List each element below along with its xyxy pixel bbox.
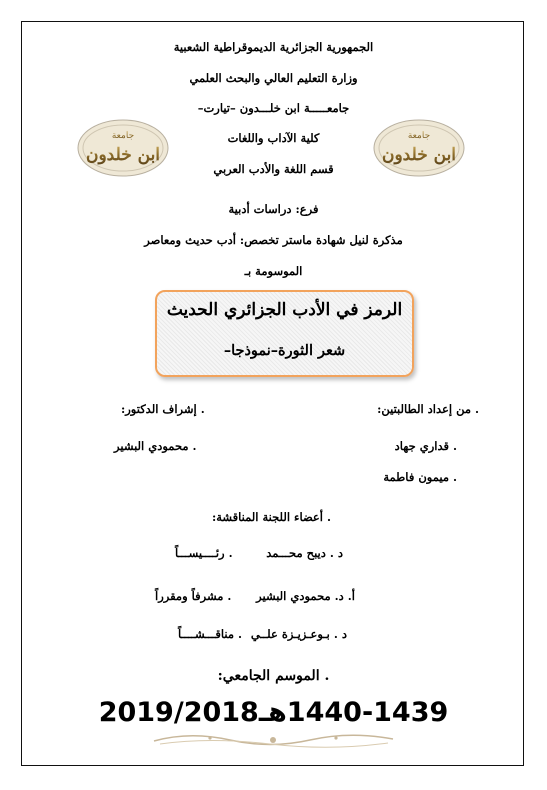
thesis-title: الرمز في الأدب الجزائري الحديث	[166, 300, 403, 320]
department-name: قسم اللغة والأدب العربي	[213, 162, 334, 176]
supervisor-name: . محمودي البشير	[114, 439, 197, 453]
committee-member-role-3: . مناقـــشــــاً	[178, 627, 242, 641]
student-name-1: . قداري جهاد	[394, 439, 457, 453]
svg-text:ابن خلدون: ابن خلدون	[85, 145, 161, 165]
thesis-subtitle: شعر الثورة–نموذجا–	[223, 342, 346, 359]
university-name: جامعـــــة ابن خلـــدون –تيارت–	[197, 101, 350, 115]
committee-member-name-3: د . بـوعـزيـزة علــي	[250, 627, 347, 641]
republic-name: الجمهورية الجزائرية الديموقراطية الشعبية	[173, 40, 374, 54]
titled-line: الموسومة بـ	[244, 264, 303, 278]
student-name-2: . ميمون فاطمة	[383, 470, 457, 484]
branch-line: فرع: دراسات أدبية	[228, 202, 319, 216]
svg-text:جامعة: جامعة	[407, 131, 431, 141]
thesis-title-box	[155, 290, 414, 377]
season-label: . الموسم الجامعي:	[217, 668, 330, 684]
ministry-name: وزارة التعليم العالي والبحث العلمي	[189, 71, 358, 85]
thesis-line: مذكرة لنيل شهادة ماستر تخصص: أدب حديث ومعاصر	[144, 233, 403, 247]
supervisor-label: . إشراف الدكتور:	[121, 402, 205, 416]
students-label: . من إعداد الطالبتين:	[377, 402, 479, 416]
decorative-separator	[150, 729, 397, 751]
committee-label: . أعضاء اللجنة المناقشة:	[211, 510, 331, 524]
season-years: 1440-1439هـ2019/2018	[98, 697, 449, 728]
svg-text:جامعة: جامعة	[111, 131, 135, 141]
svg-text:ابن خلدون: ابن خلدون	[381, 145, 457, 165]
committee-member-role-1: . رئــــيســـاً	[175, 546, 233, 560]
committee-member-name-1: د . ديبح محـــمد	[266, 546, 343, 560]
faculty-name: كلية الآداب واللغات	[227, 131, 320, 145]
committee-member-role-2: . مشرفاً ومقرراً	[155, 589, 232, 603]
committee-member-name-2: أ. د. محمودي البشير	[256, 589, 355, 603]
university-logo-right	[372, 118, 466, 178]
university-logo-left	[76, 118, 170, 178]
